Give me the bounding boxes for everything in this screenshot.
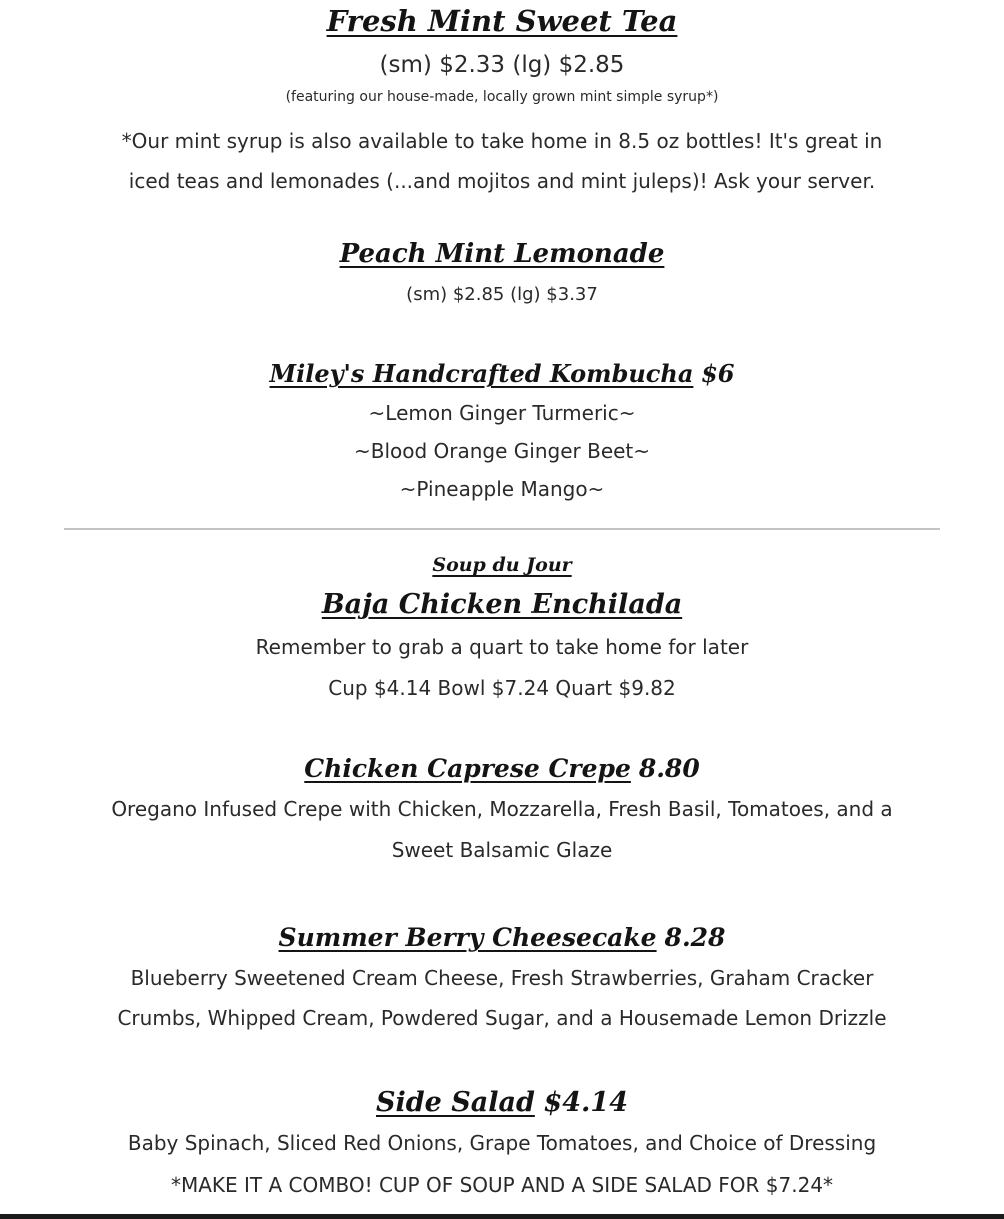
salad-description: Baby Spinach, Sliced Red Onions, Grape Tomatoes, and Choice of Dressing bbox=[127, 1131, 877, 1155]
syrup-note-line-2: iced teas and lemonades (...and mojitos and mint juleps)! Ask your server. bbox=[128, 169, 876, 193]
sweet-tea-note: (featuring our house-made, locally grown mint simple syrup*) bbox=[285, 89, 719, 105]
cheesecake-price: 8.28 bbox=[664, 923, 726, 952]
salad-heading bbox=[0, 1089, 1004, 1116]
kombucha-price: $6 bbox=[701, 359, 735, 388]
crepe-price: 8.80 bbox=[638, 754, 700, 783]
kombucha-flavor-3: ~Pineapple Mango~ bbox=[399, 477, 605, 501]
soup-heading: Soup du Jour bbox=[432, 554, 572, 576]
cheesecake-description-line-1: Blueberry Sweetened Cream Cheese, Fresh Strawberries, Graham Cracker bbox=[130, 966, 874, 990]
crepe-description-line-1: Oregano Infused Crepe with Chicken, Mozzarella, Fresh Basil, Tomatoes, and a bbox=[111, 797, 893, 821]
cheesecake-title: Summer Berry Cheesecake bbox=[278, 923, 657, 952]
sweet-tea-title: Fresh Mint Sweet Tea bbox=[326, 4, 678, 38]
sweet-tea-prices: (sm) $2.33 (lg) $2.85 bbox=[379, 52, 625, 78]
lemonade-title: Peach Mint Lemonade bbox=[339, 239, 665, 269]
soup-prices: Cup $4.14 Bowl $7.24 Quart $9.82 bbox=[328, 676, 676, 700]
kombucha-flavor-1: ~Lemon Ginger Turmeric~ bbox=[368, 401, 636, 425]
syrup-note-line-1: *Our mint syrup is also available to take home in 8.5 oz bottles! It's great in bbox=[121, 129, 883, 153]
crepe-description-line-2: Sweet Balsamic Glaze bbox=[391, 838, 613, 862]
cheesecake-description-line-2: Crumbs, Whipped Cream, Powdered Sugar, and a Housemade Lemon Drizzle bbox=[117, 1006, 887, 1030]
kombucha-flavor-2: ~Blood Orange Ginger Beet~ bbox=[353, 439, 651, 463]
combo-offer: *MAKE IT A COMBO! CUP OF SOUP AND A SIDE SALAD FOR $7.24* bbox=[170, 1173, 834, 1197]
soup-note: Remember to grab a quart to take home for later bbox=[255, 635, 749, 659]
kombucha-title: Miley's Handcrafted Kombucha bbox=[269, 359, 694, 388]
crepe-title: Chicken Caprese Crepe bbox=[304, 754, 631, 783]
lemonade-prices: (sm) $2.85 (lg) $3.37 bbox=[406, 284, 598, 305]
kombucha-heading bbox=[0, 359, 1004, 388]
salad-price: $4.14 bbox=[543, 1087, 628, 1118]
soup-title: Baja Chicken Enchilada bbox=[321, 589, 683, 620]
bottom-edge-bar bbox=[0, 1214, 1004, 1219]
cheesecake-heading bbox=[0, 925, 1004, 950]
crepe-heading bbox=[0, 756, 1004, 781]
section-divider bbox=[64, 528, 940, 530]
salad-title: Side Salad bbox=[376, 1087, 535, 1118]
